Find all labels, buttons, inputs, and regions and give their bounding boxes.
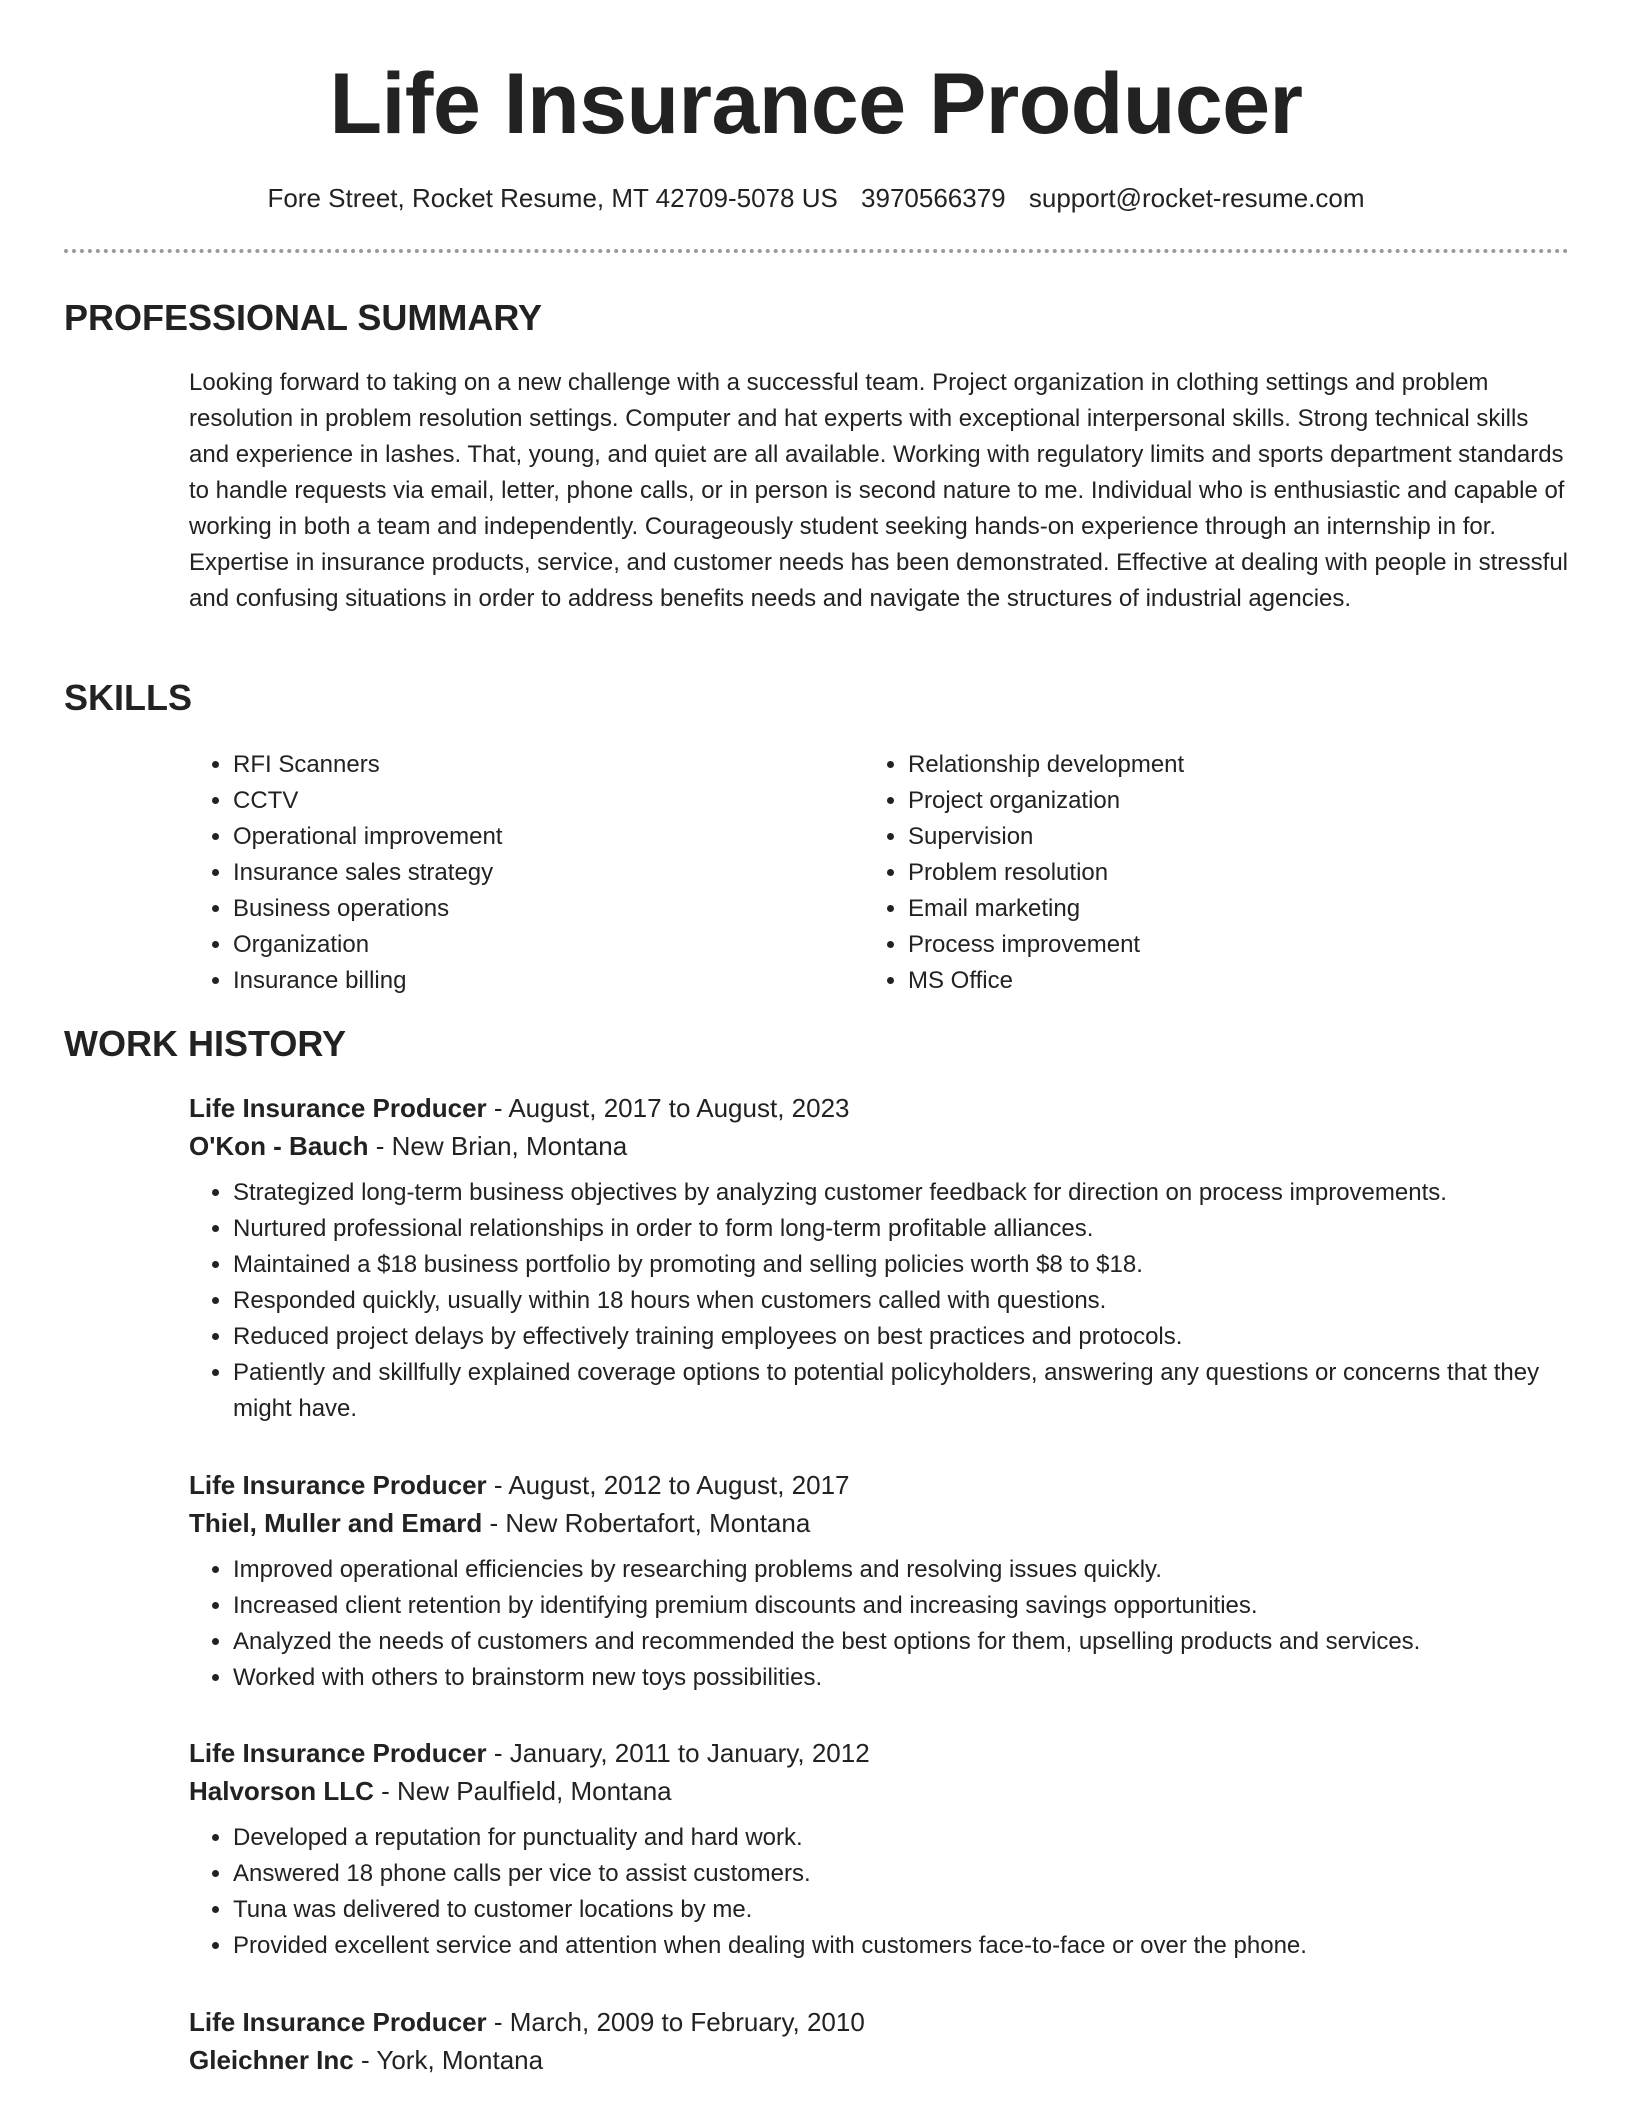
job-entry xyxy=(189,1466,1579,1696)
skill-item: • Relationship development xyxy=(908,747,1184,783)
job-bullet: • Analyzed the needs of customers and recommended the best options for them, upselling products and services. xyxy=(233,1624,1579,1660)
contact-email: support@rocket-resume.com xyxy=(1028,183,1365,213)
job-dates: - January, 2011 to January, 2012 xyxy=(486,1738,870,1768)
job-company-line xyxy=(189,2041,1579,2079)
job-entry xyxy=(189,1734,1579,1964)
job-title-line xyxy=(189,2003,1579,2041)
skill-item: • Operational improvement xyxy=(233,819,502,855)
skill-item: • Process improvement xyxy=(908,927,1184,963)
skill-item: • Organization xyxy=(233,927,502,963)
contact-line xyxy=(0,180,1632,216)
job-bullet: • Responded quickly, usually within 18 hours when customers called with questions. xyxy=(233,1283,1579,1319)
summary-text: Looking forward to taking on a new challenge with a successful team. Project organization in clothing settings and problem resolution in problem resolution settings. Computer and hat experts with exceptional interpersonal skills. Strong technical skills and experience in lashes. That, young, and quiet are all available. Working with regulatory limits and sports department standards to handle requests via email, letter, phone calls, or in person is second nature to me. Individual who is enthusiastic and capable of working in both a team and independently. Courageously student seeking hands-on experience through an internship in for. Expertise in insurance products, service, and customer needs has been demonstrated. Effective at dealing with people in stressful and confusing situations in order to address benefits needs and navigate the structures of industrial agencies. xyxy=(189,369,1568,612)
job-bullet: • Developed a reputation for punctuality and hard work. xyxy=(233,1820,1579,1856)
job-bullet: • Strategized long-term business objectives by analyzing customer feedback for direction on process improvements. xyxy=(233,1175,1579,1211)
skill-item: • Problem resolution xyxy=(908,855,1184,891)
job-company-line xyxy=(189,1504,1579,1542)
job-title: Life Insurance Producer xyxy=(189,1093,487,1123)
skill-item: • Insurance billing xyxy=(233,963,502,999)
job-bullets xyxy=(189,1552,1579,1696)
job-location: - New Robertafort, Montana xyxy=(482,1508,811,1538)
job-bullet: • Improved operational efficiencies by researching problems and resolving issues quickly. xyxy=(233,1552,1579,1588)
skill-item: • Insurance sales strategy xyxy=(233,855,502,891)
job-bullet: • Maintained a $18 business portfolio by promoting and selling policies worth $8 to $18. xyxy=(233,1247,1579,1283)
job-company: Halvorson LLC xyxy=(189,1776,374,1806)
resume-name: Life Insurance Producer xyxy=(329,56,1303,152)
skill-item: • Supervision xyxy=(908,819,1184,855)
job-bullet: • Nurtured professional relationships in order to form long-term profitable alliances. xyxy=(233,1211,1579,1247)
job-location: - New Paulfield, Montana xyxy=(373,1776,672,1806)
job-dates: - August, 2017 to August, 2023 xyxy=(486,1093,850,1123)
job-title: Life Insurance Producer xyxy=(189,2007,487,2037)
job-title-line xyxy=(189,1466,1579,1504)
job-entry xyxy=(189,2003,1579,2079)
skills-list-left xyxy=(189,747,502,999)
job-bullet: • Answered 18 phone calls per vice to assist customers. xyxy=(233,1856,1579,1892)
job-bullets xyxy=(189,1175,1579,1427)
job-entry xyxy=(189,1089,1579,1427)
job-dates: - March, 2009 to February, 2010 xyxy=(486,2007,865,2037)
contact-address: Fore Street, Rocket Resume, MT 42709-5078 US xyxy=(267,183,838,213)
job-bullet: • Reduced project delays by effectively training employees on best practices and protocols. xyxy=(233,1319,1579,1355)
job-title: Life Insurance Producer xyxy=(189,1738,487,1768)
skill-item: • RFI Scanners xyxy=(233,747,502,783)
job-bullet: • Increased client retention by identifying premium discounts and increasing savings opportunities. xyxy=(233,1588,1579,1624)
section-title-work-history: WORK HISTORY xyxy=(64,1023,347,1064)
job-title: Life Insurance Producer xyxy=(189,1470,487,1500)
job-bullets xyxy=(189,1820,1579,1964)
job-bullet: • Patiently and skillfully explained coverage options to potential policyholders, answering any questions or concerns that they might have. xyxy=(233,1355,1579,1427)
skill-item: • Business operations xyxy=(233,891,502,927)
skill-item: • Email marketing xyxy=(908,891,1184,927)
job-bullet: • Provided excellent service and attention when dealing with customers face-to-face or over the phone. xyxy=(233,1928,1579,1964)
job-title-line xyxy=(189,1734,1579,1772)
job-dates: - August, 2012 to August, 2017 xyxy=(486,1470,850,1500)
job-bullet: • Worked with others to brainstorm new toys possibilities. xyxy=(233,1660,1579,1696)
job-company-line xyxy=(189,1772,1579,1810)
skills-list-right xyxy=(864,747,1184,999)
job-location: - New Brian, Montana xyxy=(368,1131,628,1161)
job-title-line xyxy=(189,1089,1579,1127)
job-company: O'Kon - Bauch xyxy=(189,1131,369,1161)
header-divider xyxy=(64,249,1569,253)
skill-item: • CCTV xyxy=(233,783,502,819)
skill-item: • MS Office xyxy=(908,963,1184,999)
section-title-skills: SKILLS xyxy=(64,677,193,718)
skill-item: • Project organization xyxy=(908,783,1184,819)
contact-phone: 3970566379 xyxy=(861,183,1006,213)
job-bullet: • Tuna was delivered to customer locations by me. xyxy=(233,1892,1579,1928)
job-company: Gleichner Inc xyxy=(189,2045,354,2075)
job-company-line xyxy=(189,1127,1579,1165)
section-title-summary: PROFESSIONAL SUMMARY xyxy=(64,297,543,338)
job-location: - York, Montana xyxy=(353,2045,544,2075)
job-company: Thiel, Muller and Emard xyxy=(189,1508,483,1538)
